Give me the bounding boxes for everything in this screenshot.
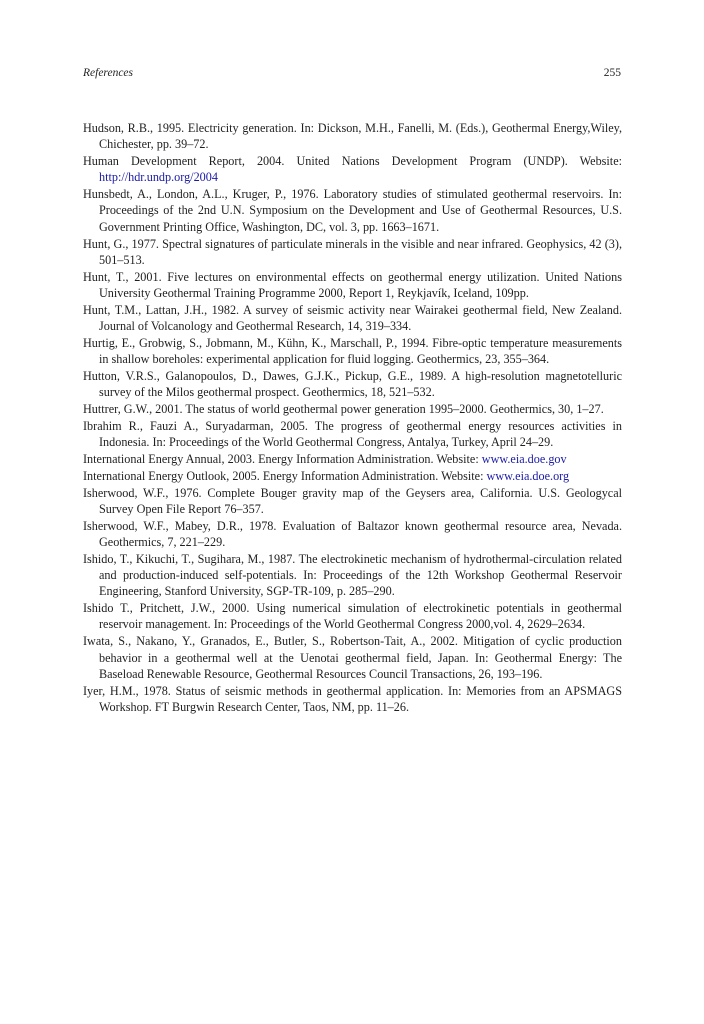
reference-link[interactable]: www.eia.doe.org: [486, 468, 570, 483]
reference-item: [83, 633, 622, 682]
reference-item: [83, 600, 622, 633]
reference-item: [83, 551, 622, 600]
reference-text: International Energy Outlook, 2005. Energy Information Administration. Website:: [83, 468, 487, 483]
reference-item: [83, 485, 622, 518]
reference-item: [83, 401, 622, 417]
reference-text: Hunt, T., 2001. Five lectures on environmental effects on geothermal energy utilization. United Nations University Geothermal Training Programme 2000, Report 1, Reykjavík, Iceland, 109pp.: [83, 269, 622, 300]
reference-item: [83, 236, 622, 269]
reference-list: [83, 120, 622, 716]
reference-text: Hunt, T.M., Lattan, J.H., 1982. A survey of seismic activity near Wairakei geothermal field, New Zealand. Journal of Volcanology and Geothermal Research, 14, 319–334.: [83, 302, 622, 334]
reference-text: Hunsbedt, A., London, A.L., Kruger, P., 1976. Laboratory studies of stimulated geothermal reservoirs. In: Proceedings of the 2nd U.N. Symposium on the Development and Use of Geothermal Resources, U.S. Government Printing Office, Washington, DC, vol. 3, pp. 1663–1671.: [83, 187, 622, 234]
page-number: 255: [603, 67, 621, 79]
reference-item: [83, 368, 622, 401]
reference-link[interactable]: http://hdr.undp.org/2004: [99, 170, 218, 185]
reference-text: Human Development Report, 2004. United Nations Development Program (UNDP). Website:: [83, 154, 622, 169]
reference-text: Ishido, T., Kikuchi, T., Sugihara, M., 1987. The electrokinetic mechanism of hydrothermal-circulation related and production-induced self-potentials. In: Proceedings of the 12th Workshop Geothermal Reservoir Engineering, Stanford University, SGP-TR-109, p. 285–290.: [83, 551, 622, 599]
reference-text: Hurtig, E., Grobwig, S., Jobmann, M., Kühn, K., Marschall, P., 1994. Fibre-optic temperature measurements in shallow boreholes: experimental application for fluid logging. Geothermics, 23, 355–364.: [83, 335, 622, 367]
reference-item: [83, 302, 622, 335]
reference-text: Ibrahim R., Fauzi A., Suryadarman, 2005. The progress of geothermal energy resources activities in Indonesia. In: Proceedings of the World Geothermal Congress, Antalya, Turkey, April 24–29.: [83, 418, 622, 450]
reference-text: International Energy Annual, 2003. Energy Information Administration. Website:: [83, 451, 482, 466]
reference-item: [83, 468, 622, 484]
reference-text: Isherwood, W.F., 1976. Complete Bouger gravity map of the Geysers area, California. U.S. Geologycal Survey Open File Report 76–357.: [83, 485, 622, 516]
reference-item: [83, 451, 622, 467]
reference-item: [83, 186, 622, 235]
reference-text: Huttrer, G.W., 2001. The status of world geothermal power generation 1995–2000. Geothermics, 30, 1–27.: [83, 402, 604, 417]
reference-text: Hutton, V.R.S., Galanopoulos, D., Dawes, G.J.K., Pickup, G.E., 1989. A high-resolution magnetotelluric survey of the Milos geothermal prospect. Geothermics, 18, 521–532.: [83, 368, 622, 400]
reference-item: [83, 335, 622, 368]
reference-item: [83, 518, 622, 551]
reference-item: [83, 153, 622, 186]
reference-text: Hudson, R.B., 1995. Electricity generation. In: Dickson, M.H., Fanelli, M. (Eds.), Geothermal Energy,Wiley, Chichester, pp. 39–72.: [83, 121, 622, 152]
reference-item: [83, 418, 622, 451]
reference-item: [83, 683, 622, 716]
reference-text: Isherwood, W.F., Mabey, D.R., 1978. Evaluation of Baltazor known geothermal resource area, Nevada. Geothermics, 7, 221–229.: [83, 518, 622, 549]
reference-item: [83, 269, 622, 302]
reference-text: Iwata, S., Nakano, Y., Granados, E., Butler, S., Robertson-Tait, A., 2002. Mitigation of cyclic production behavior in a geothermal well at the Uenotai geothermal field, Japan. In: Geothermal Energy: The Baseload Renewable Resource, Geothermal Resources Council Transactions, 26, 193–196.: [83, 634, 622, 681]
reference-link[interactable]: www.eia.doe.gov: [481, 451, 567, 466]
reference-text: Hunt, G., 1977. Spectral signatures of particulate minerals in the visible and near infrared. Geophysics, 42 (3), 501–513.: [83, 236, 622, 267]
reference-text: Iyer, H.M., 1978. Status of seismic methods in geothermal application. In: Memories from an APSMAGS Workshop. FT Burgwin Research Center, Taos, NM, pp. 11–26.: [83, 683, 622, 714]
reference-text: Ishido T., Pritchett, J.W., 2000. Using numerical simulation of electrokinetic potentials in geothermal reservoir management. In: Proceedings of the World Geothermal Congress 2000,vol. 4, 2629–2634.: [83, 601, 622, 632]
reference-item: [83, 120, 622, 153]
running-title: References: [83, 67, 134, 79]
